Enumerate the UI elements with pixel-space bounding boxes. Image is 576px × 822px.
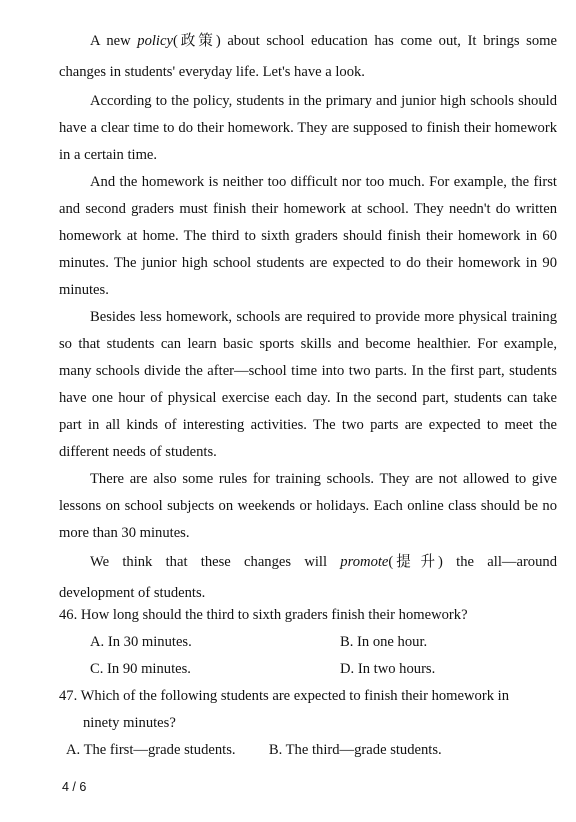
q47-option-a[interactable]: A. The first—grade students. (66, 742, 236, 758)
paragraph-6-text-a: We think that these changes will (90, 554, 341, 570)
promote-term: promote (340, 554, 389, 570)
paragraph-2-text: According to the policy, students in the primary and junior high schools should have a clear time to do their homework. They are supposed to finish their homework in a certain time. (59, 93, 557, 163)
question-46-stem: 46. How long should the third to sixth graders finish their homework? (59, 607, 468, 623)
q47-option-b[interactable]: B. The third—grade students. (268, 742, 442, 758)
paragraph-4 (59, 304, 557, 466)
paragraph-1-text-b: (政策) about school education has come out, It brings some changes in students' everyday life. Let's have a look. (59, 33, 557, 80)
paragraph-3 (59, 169, 557, 304)
page-number: 4 / 6 (62, 780, 87, 794)
paragraph-2 (59, 88, 557, 169)
policy-term: policy (137, 33, 173, 49)
reading-passage (59, 26, 561, 609)
q46-option-a[interactable]: A. In 30 minutes. (90, 634, 192, 650)
q46-option-d[interactable]: D. In two hours. (340, 661, 436, 677)
question-47-options (66, 737, 442, 764)
question-46-options (90, 629, 570, 683)
q46-option-b[interactable]: B. In one hour. (340, 634, 428, 650)
paragraph-4-text: Besides less homework, schools are required to provide more physical training so that students can learn basic sports skills and become healthier. For example, many schools divide the after—school time into two parts. In the first part, students have one hour of physical exercise each day. In the second part, students can take part in all kinds of interesting activities. The two parts are expected to meet the different needs of students. (59, 309, 557, 460)
question-47-stem-line-2: ninety minutes? (83, 715, 176, 731)
paragraph-6 (59, 547, 561, 609)
question-47-stem (59, 683, 559, 737)
paragraph-3-text: And the homework is neither too difficult nor too much. For example, the first and second graders must finish their homework at school. They needn't do written homework at home. The third to sixth graders should finish their homework in 60 minutes. The junior high school students are expected to do their homework in 90 minutes. (59, 174, 557, 298)
paragraph-6-text-b: (提 升) the all—around development of students. (59, 554, 561, 601)
paragraph-5-text: There are also some rules for training schools. They are not allowed to give lessons on school subjects on weekends or holidays. Each online class should be no more than 30 minutes. (59, 471, 557, 541)
paragraph-1-text-a: A new (90, 33, 138, 49)
paragraph-1 (59, 26, 557, 88)
paragraph-5 (59, 466, 557, 547)
q46-option-c[interactable]: C. In 90 minutes. (90, 661, 191, 677)
question-47-stem-line-1: 47. Which of the following students are expected to finish their homework in (59, 688, 510, 704)
